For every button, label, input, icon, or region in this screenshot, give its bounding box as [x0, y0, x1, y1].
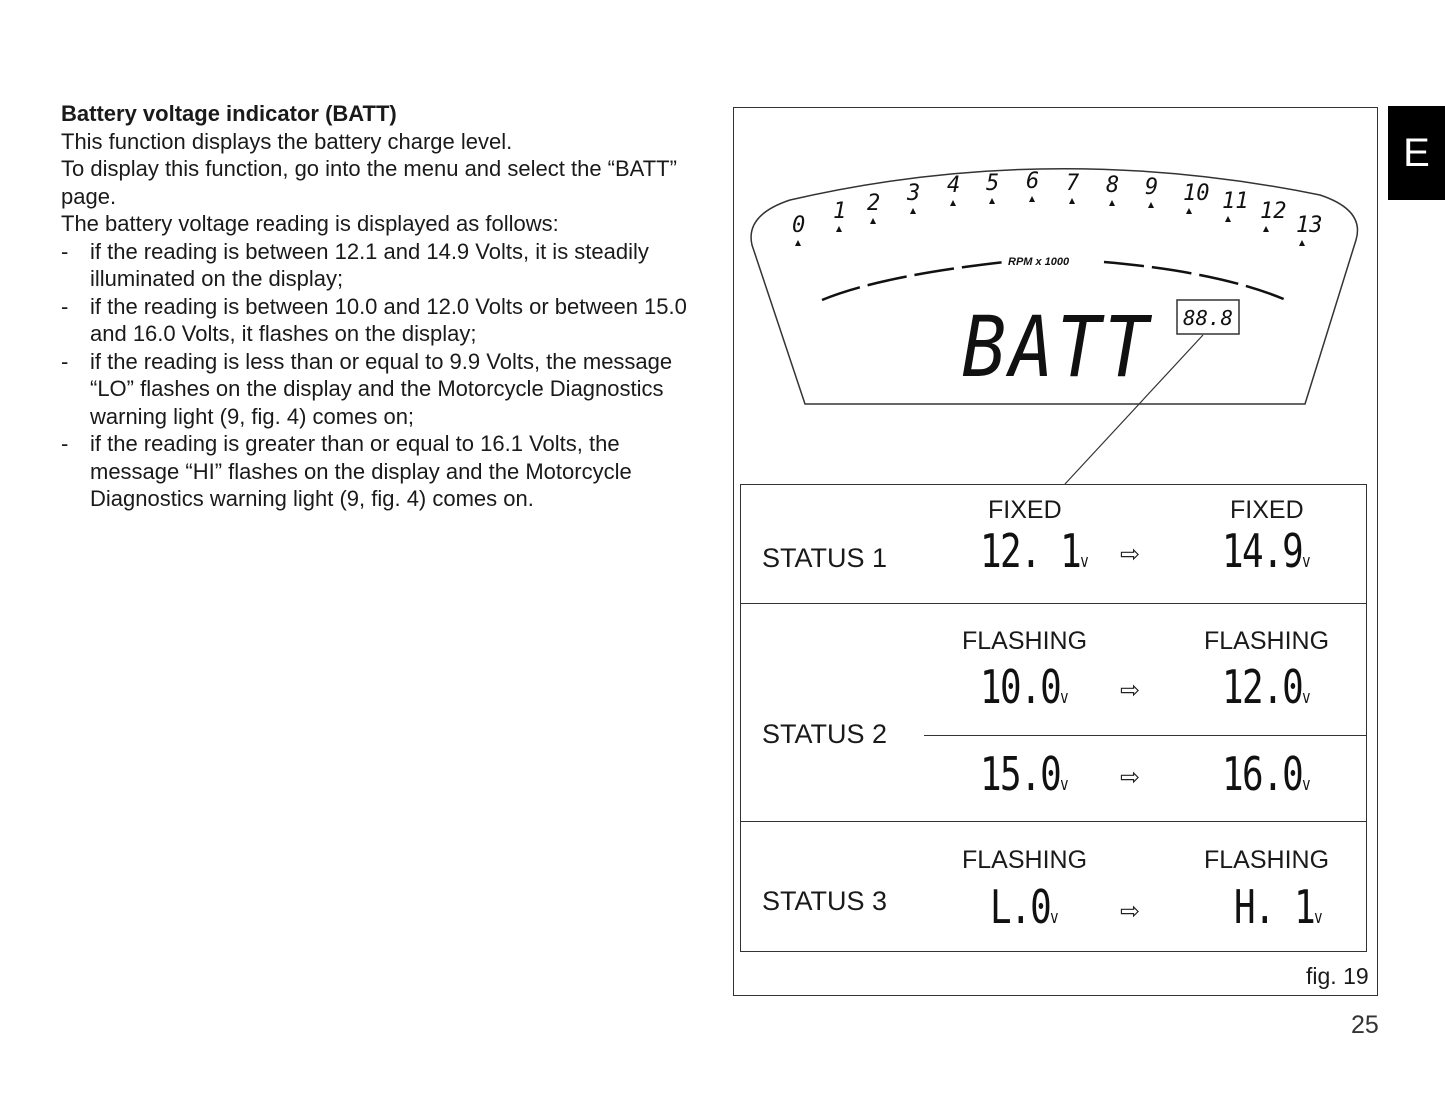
rpm-tick-marker [910, 208, 916, 214]
page-number: 25 [1351, 1011, 1379, 1039]
status2-right-mode: FLASHING [1204, 627, 1330, 655]
row-divider-inner [924, 735, 1366, 736]
bullet-text: if the reading is between 10.0 and 12.0 Volts or between 15.0 and 16.0 Volts, it flashes on the display; [90, 293, 687, 346]
rpm-tick-2: 2 [867, 191, 881, 216]
rpm-tick-marker [1109, 200, 1115, 206]
bullet-text: if the reading is greater than or equal to 16.1 Volts, the message “HI” flashes on the display and the Motorcycle Diagnostics warning light (9, fig. 4) comes on. [90, 431, 632, 511]
status3-label: STATUS 3 [762, 886, 888, 916]
rpm-tick-marker [1225, 216, 1231, 222]
arrow-icon: ⇨ [1120, 898, 1141, 925]
arrow-icon: ⇨ [1120, 677, 1141, 704]
status2-left-mode: FLASHING [962, 627, 1088, 655]
bullet-text: if the reading is less than or equal to 9.9 Volts, the message “LO” flashes on the display and the Motorcycle Diagnostics warning light (9, fig. 4) comes on; [90, 348, 673, 429]
rpm-tick-marker [1263, 226, 1269, 232]
rpm-tick-4: 4 [947, 173, 961, 198]
arrow-icon: ⇨ [1120, 541, 1141, 568]
status3-left-value: L.0v [990, 880, 1059, 934]
bullet-dash: - [61, 431, 69, 456]
batt-display-text: BATT [962, 298, 1153, 396]
rpm-tick-marker [1186, 208, 1192, 214]
status1-right-mode: FIXED [1230, 496, 1304, 524]
paragraph-3: The battery voltage reading is displayed as follows: [61, 211, 559, 236]
rpm-tick-9: 9 [1145, 175, 1159, 200]
small-display-value: 88.8 [1183, 306, 1233, 330]
paragraph-1: This function displays the battery charge level. [61, 128, 513, 154]
status2-a-right-value: 12.0v [1222, 660, 1311, 714]
rpm-tick-5: 5 [986, 171, 1000, 196]
rpm-tick-13: 13 [1296, 213, 1323, 238]
rpm-tick-11: 11 [1222, 189, 1249, 214]
rpm-tick-marker [1299, 240, 1305, 246]
status2-b-left-value: 15.0v [980, 747, 1069, 801]
rpm-tick-7: 7 [1066, 171, 1080, 196]
row-divider [741, 603, 1366, 604]
bullet-text: if the reading is between 12.1 and 14.9 Volts, it is steadily illuminated on the display; [90, 238, 649, 291]
status3-left-mode: FLASHING [962, 846, 1088, 874]
section-heading: Battery voltage indicator (BATT) [61, 101, 397, 126]
figure-caption: fig. 19 [1306, 963, 1369, 989]
paragraph-2: To display this function, go into the menu and select the “BATT” page. [61, 156, 677, 209]
status1-label: STATUS 1 [762, 543, 888, 573]
bullet-dash: - [61, 238, 69, 264]
rpm-tick-3: 3 [907, 181, 921, 206]
bullet-dash: - [61, 348, 69, 374]
rpm-tick-6: 6 [1026, 169, 1040, 194]
rpm-tick-marker [795, 240, 801, 246]
arrow-icon: ⇨ [1120, 764, 1141, 791]
status1-right-value: 14.9v [1222, 524, 1311, 578]
rpm-label: RPM x 1000 [1008, 256, 1070, 268]
rpm-tick-marker [1148, 202, 1154, 208]
rpm-tick-labels [792, 169, 1323, 246]
rpm-tick-12: 12 [1260, 199, 1287, 224]
status3-right-mode: FLASHING [1204, 846, 1330, 874]
rpm-tick-marker [989, 198, 995, 204]
rpm-tick-marker [836, 226, 842, 232]
status2-a-left-value: 10.0v [980, 660, 1069, 714]
status1-left-mode: FIXED [988, 496, 1062, 524]
rpm-tick-8: 8 [1106, 173, 1120, 198]
status3-right-value: H. 1v [1234, 880, 1323, 934]
rpm-tick-marker [870, 218, 876, 224]
row-divider [741, 821, 1366, 822]
section-tab: E [1388, 106, 1445, 200]
rpm-tick-marker [1069, 198, 1075, 204]
rpm-arc-left [822, 262, 1005, 300]
rpm-tick-marker [950, 200, 956, 206]
status2-label: STATUS 2 [762, 719, 888, 749]
rpm-tick-0: 0 [792, 213, 806, 238]
rpm-tick-marker [1029, 196, 1035, 202]
status1-left-value: 12. 1v [980, 524, 1089, 578]
rpm-arc-right [1104, 262, 1286, 300]
rpm-tick-10: 10 [1183, 181, 1210, 206]
status2-b-right-value: 16.0v [1222, 747, 1311, 801]
bullet-dash: - [61, 293, 69, 319]
rpm-tick-1: 1 [833, 199, 847, 224]
